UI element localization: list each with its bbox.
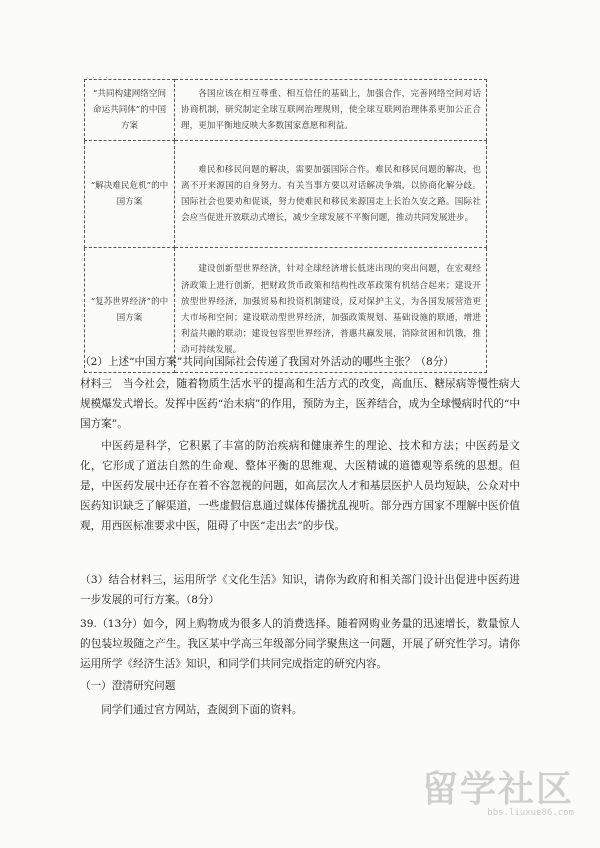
question-39: 39.（13分）如今，网上购物成为很多人的消费选择。随着网购业务量的迅速增长，数量惊人的包装垃圾随之产生。我区某中学高三年级部分同学聚焦这一问题，开展了研究性学习。请你运用所学《经济生活》知识，和同学们共同完成指定的研究内容。	[80, 618, 520, 670]
table-row	[85, 141, 487, 248]
plan-desc-cell: 难民和移民问题的解决，需要加强国际合作。难民和移民问题的解决，也离不开来源国的自身努力。有关当事方要以对话解决争端，以协商化解分歧。国际社会也要劝和促谈，努力使难民和移民来源国走上长治久安之路。国际社会应当促进开放联动式增长，减少全球发展不平衡问题，推动共同发展进步。	[175, 141, 487, 248]
china-plans-table	[84, 79, 487, 373]
top-edge-mark: · · · ·	[86, 74, 109, 82]
section-text: 同学们通过官方网站，查阅到下面的资料。	[101, 704, 303, 716]
section-heading: （一）澄清研究问题	[80, 680, 176, 692]
material-3-body: 中医药是科学，它积累了丰富的防治疾病和健康养生的理论、技术和方法；中医药是文化，它形成了道法自然的生命观、整体平衡的思维观、大医精诚的道德观等系统的思想。但是，中医药发展中还存在着不容忽视的问题，如高层次人才和基层医护人员均短缺，公众对中医药知识缺乏了解渠道，一些虚假信息通过媒体传播扰乱视听。部分西方国家不理解中医价值观，用西医标准要求中医，阻碍了中医“走出去”的步伐。	[80, 440, 520, 532]
watermark-url: bbs.liuxue86.com	[487, 808, 574, 818]
table-row	[85, 80, 487, 141]
material-3-intro: 材料三 当今社会，随着物质生活水平的提高和生活方式的改变，高血压、糖尿病等慢性病大规模爆发式增长。发挥中医药“治未病”的作用，预防为主，医养结合，成为全球慢病时代的“中国方案”。	[80, 378, 520, 430]
plan-desc-cell: 建设创新型世界经济，针对全球经济增长低迷出现的突出问题，在宏观经济政策上进行创新，把财政货币政策和结构性改革政策有机结合起来；建设开放型世界经济，加强贸易和投资机制建设，反对保护主义，为各国发展营造更大市场和空间；建设联动型世界经济，加强政策规划、基础设施的联通，增进利益共融的联动；建设包容型世界经济，普惠共赢发展，消除贫困和饥饿，推动可持续发展。	[175, 248, 487, 373]
question-3: （3）结合材料三，运用所学《文化生活》知识，请你为政府和相关部门设计出促进中医药进一步发展的可行方案。（8分）	[80, 574, 520, 606]
plan-desc-cell: 各国应该在相互尊重、相互信任的基础上，加强合作，完善网络空间对话协商机制，研究制定全球互联网治理规则，使全球互联网治理体系更加公正合理，更加平衡地反映大多数国家意愿和利益。	[175, 80, 487, 141]
watermark-logo-text: 留学社区	[421, 769, 574, 810]
site-watermark	[422, 761, 574, 818]
plan-name-cell: “复苏世界经济”的中国方案	[85, 248, 175, 373]
question-2: （2）上述“中国方案”共同向国际社会传递了我国对外活动的哪些主张？（8分）	[80, 356, 454, 368]
plan-name-cell: “共同构建网络空间命运共同体”的中国方案	[85, 80, 175, 141]
plan-name-cell: “解决难民危机”的中国方案	[85, 141, 175, 248]
